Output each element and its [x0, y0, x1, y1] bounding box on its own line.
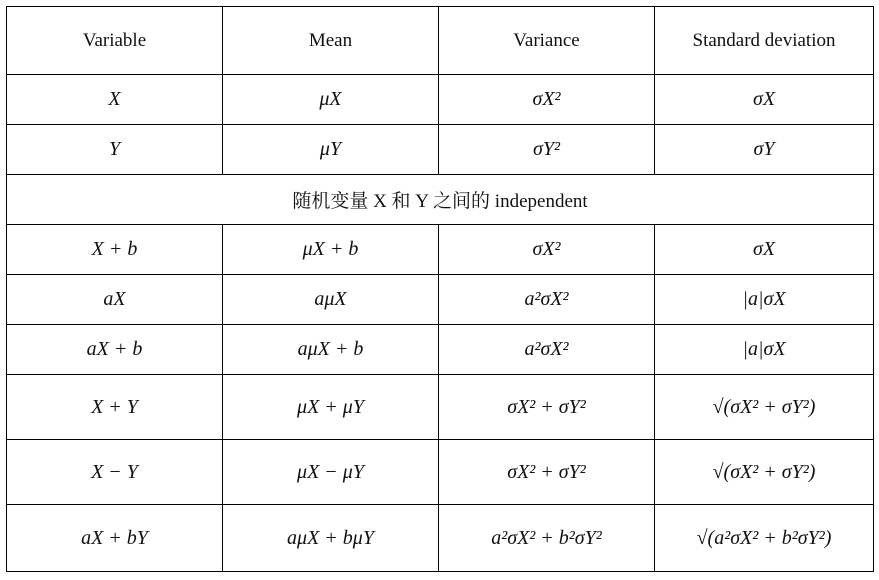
header-mean: Mean — [223, 7, 439, 75]
cell-std: √(σX² + σY²) — [655, 375, 874, 440]
cell-variable: Y — [7, 125, 223, 175]
cell-mean: μX — [223, 75, 439, 125]
cell-variance: σX² + σY² — [439, 440, 655, 505]
table-row — [7, 505, 874, 572]
header-std: Standard deviation — [655, 7, 874, 75]
cell-variable: X — [7, 75, 223, 125]
section-label: 随机变量 X 和 Y 之间的 independent — [7, 175, 874, 225]
table-row — [7, 125, 874, 175]
cell-variance: σY² — [439, 125, 655, 175]
cell-variance: σX² — [439, 225, 655, 275]
cell-std: √(a²σX² + b²σY²) — [655, 505, 874, 572]
cell-mean: aμX + bμY — [223, 505, 439, 572]
cell-variance: σX² + σY² — [439, 375, 655, 440]
cell-std: σX — [655, 75, 874, 125]
table-row — [7, 440, 874, 505]
header-variable: Variable — [7, 7, 223, 75]
cell-std: |a|σX — [655, 325, 874, 375]
cell-variable: X + b — [7, 225, 223, 275]
cell-std: √(σX² + σY²) — [655, 440, 874, 505]
table-row — [7, 375, 874, 440]
statistics-table — [6, 6, 874, 572]
cell-std: σY — [655, 125, 874, 175]
cell-mean: μX + b — [223, 225, 439, 275]
cell-variable: aX + bY — [7, 505, 223, 572]
cell-mean: μY — [223, 125, 439, 175]
table-row — [7, 275, 874, 325]
section-row — [7, 175, 874, 225]
cell-variance: a²σX² — [439, 275, 655, 325]
cell-variance: σX² — [439, 75, 655, 125]
table-row — [7, 75, 874, 125]
cell-mean: aμX + b — [223, 325, 439, 375]
header-row — [7, 7, 874, 75]
cell-std: σX — [655, 225, 874, 275]
cell-mean: μX − μY — [223, 440, 439, 505]
cell-mean: aμX — [223, 275, 439, 325]
cell-variable: aX + b — [7, 325, 223, 375]
cell-variable: X + Y — [7, 375, 223, 440]
cell-variable: X − Y — [7, 440, 223, 505]
cell-variable: aX — [7, 275, 223, 325]
cell-variance: a²σX² + b²σY² — [439, 505, 655, 572]
cell-variance: a²σX² — [439, 325, 655, 375]
cell-std: |a|σX — [655, 275, 874, 325]
table-row — [7, 225, 874, 275]
header-variance: Variance — [439, 7, 655, 75]
table-row — [7, 325, 874, 375]
cell-mean: μX + μY — [223, 375, 439, 440]
